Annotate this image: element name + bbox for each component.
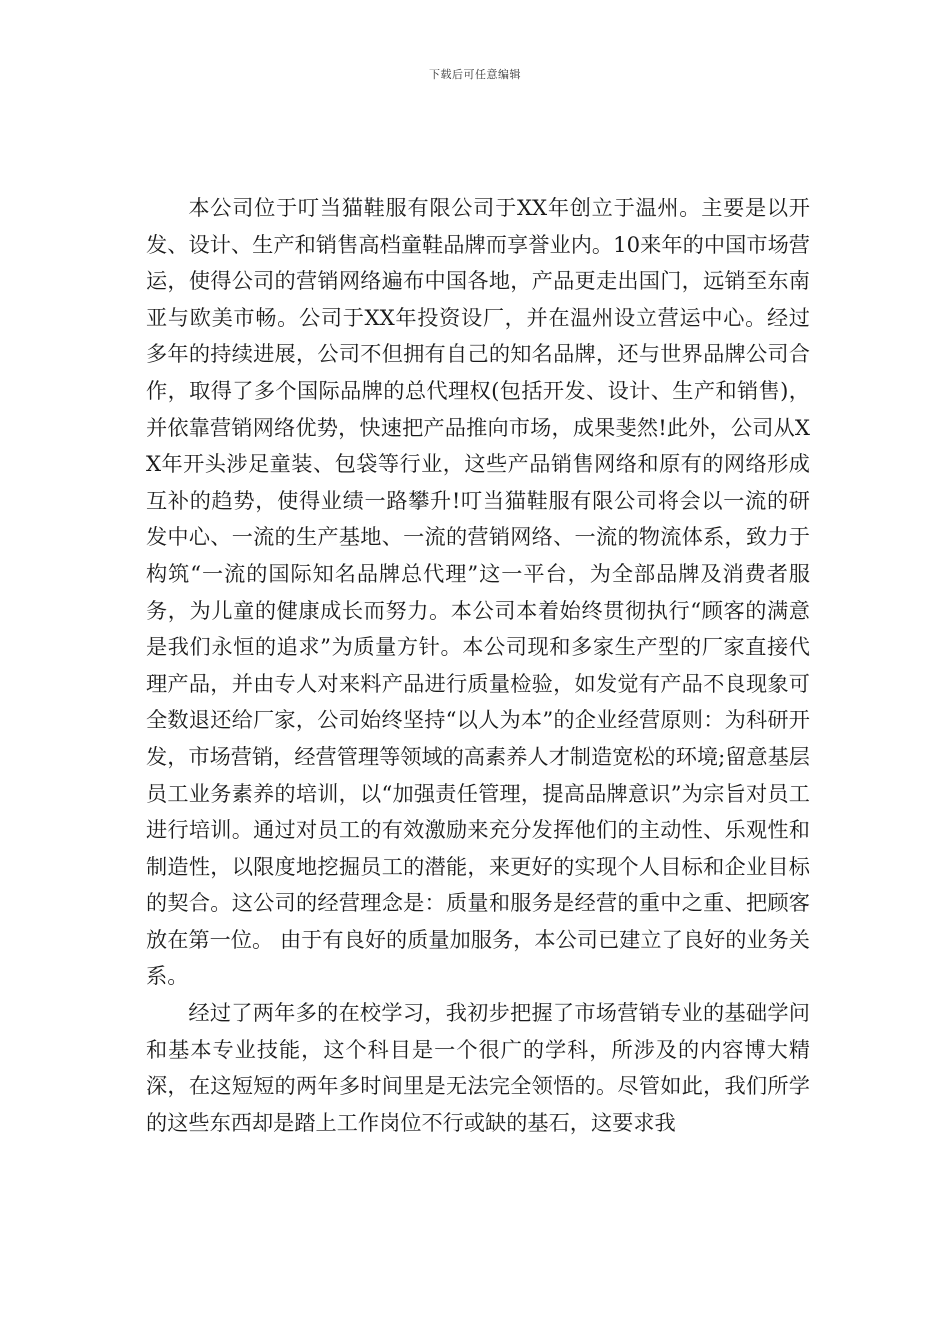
paragraph-study-reflection: 经过了两年多的在校学习，我初步把握了市场营销专业的基础学问和基本专业技能，这个科目是一个很广的学科，所涉及的内容博大精深，在这短短的两年多时间里是无法完全领悟的。尽管如此，我们所学的这些东西却是踏上工作岗位不行或缺的基石，这要求我 (146, 1000, 810, 1135)
paragraph-company-intro: 本公司位于叮当猫鞋服有限公司于XX年创立于温州。主要是以开发、设计、生产和销售高档童鞋品牌而享誉业内。10来年的中国市场营运，使得公司的营销网络遍布中国各地，产品更走出国门，远销至东南亚与欧美市畅。公司于XX年投资设厂，并在温州设立营运中心。经过多年的持续进展，公司不但拥有自己的知名品牌，还与世界品牌公司合作，取得了多个国际品牌的总代理权(包括开发、设计、生产和销售)，并依靠营销网络优势，快速把产品推向市场，成果斐然!此外，公司从XX年开头涉足童装、包袋等行业，这些产品销售网络和原有的网络形成互补的趋势，使得业绩一路攀升!叮当猫鞋服有限公司将会以一流的研发中心、一流的生产基地、一流的营销网络、一流的物流体系，致力于构筑“一流的国际知名品牌总代理”这一平台，为全部品牌及消费者服务，为儿童的健康成长而努力。本公司本着始终贯彻执行“顾客的满意是我们永恒的追求”为质量方针。本公司现和多家生产型的厂家直接代理产品，并由专人对来料产品进行质量检验，如发觉有产品不良现象可全数退还给厂家，公司始终坚持“以人为本”的企业经营原则：为科研开发，市场营销，经营管理等领域的高素养人才制造宽松的环境;留意基层员工业务素养的培训，以“加强责任管理，提高品牌意识”为宗旨对员工进行培训。通过对员工的有效激励来充分发挥他们的主动性、乐观性和制造性，以限度地挖掘员工的潜能，来更好的实现个人目标和企业目标的契合。这公司的经营理念是：质量和服务是经营的重中之重、把顾客放在第一位。 由于有良好的质量加服务，本公司已建立了良好的业务关系。 (146, 195, 810, 989)
download-note: 下载后可任意编辑 (429, 68, 521, 81)
document-body (146, 190, 810, 1141)
